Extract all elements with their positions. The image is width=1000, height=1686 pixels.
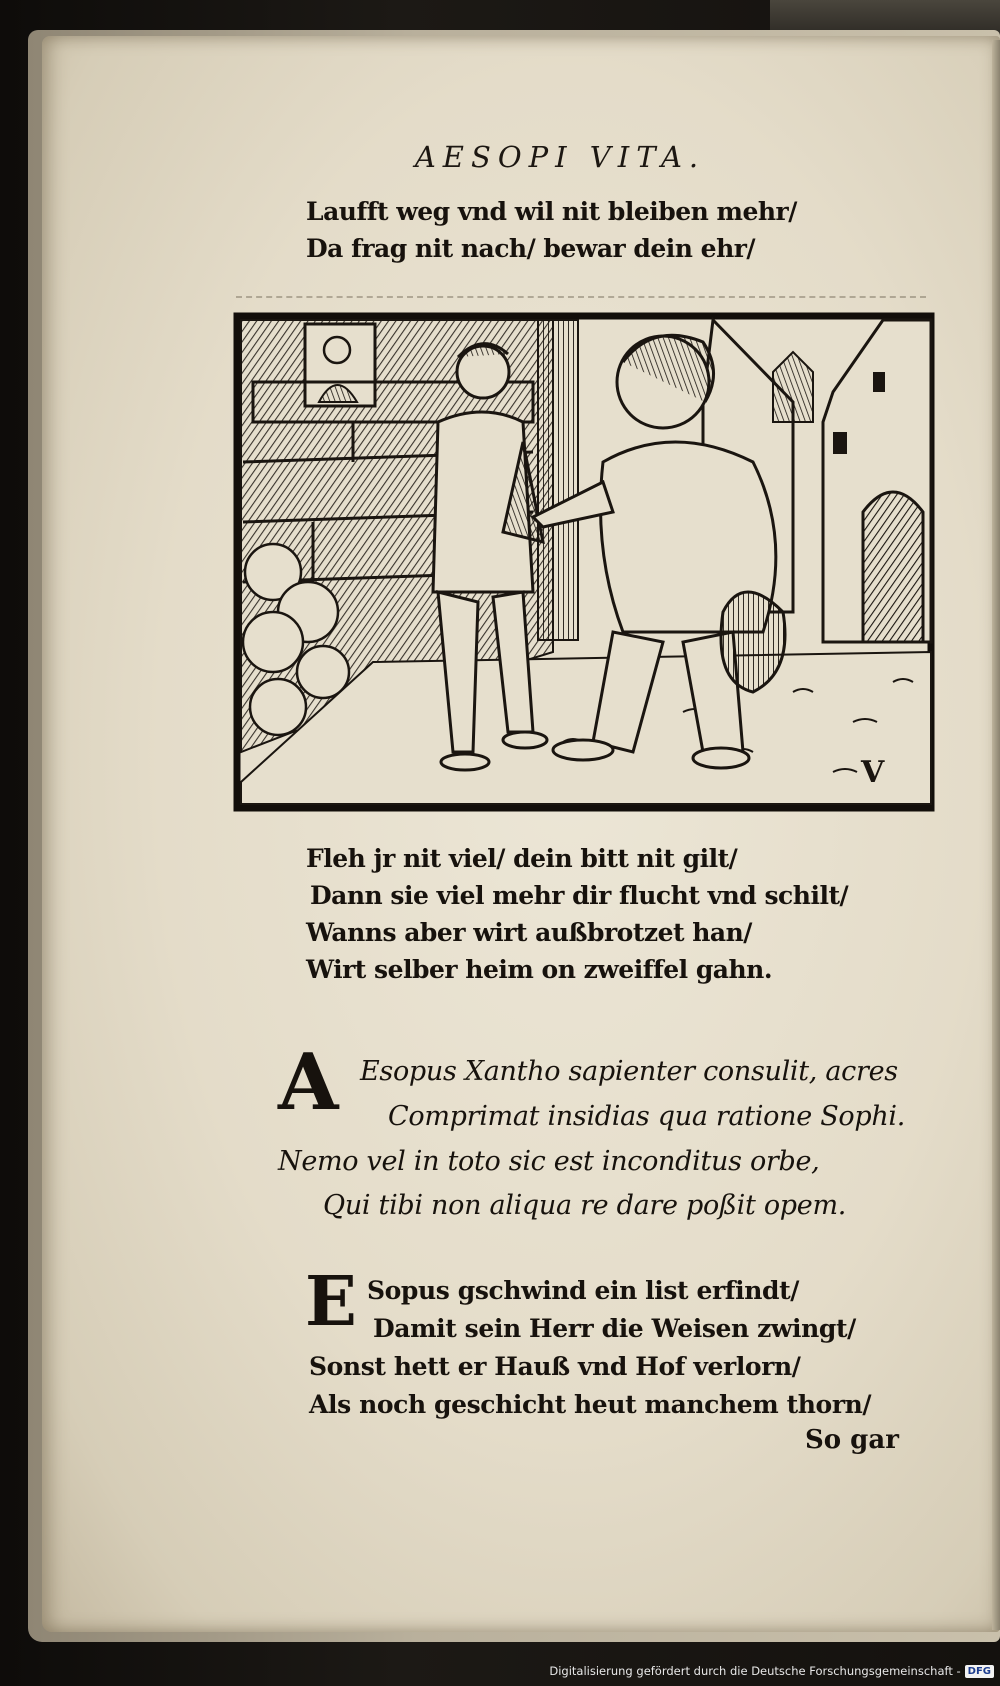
catchword: So gar xyxy=(805,1425,899,1455)
latin-line: Esopus Xantho sapienter consulit, acres xyxy=(360,1056,898,1087)
verse-line: Fleh jr nit viel/ dein bitt nit gilt/ xyxy=(306,844,738,873)
woodcut-monogram: V xyxy=(861,755,885,790)
latin-line: Nemo vel in toto sic est inconditus orbe, xyxy=(278,1146,820,1177)
dfg-logo-icon: DFG xyxy=(965,1665,994,1678)
verse-line: Dann sie viel mehr dir flucht vnd schilt/ xyxy=(310,881,849,910)
printer-rule xyxy=(236,296,926,300)
german-line: Sopus gschwind ein list erfindt/ xyxy=(367,1276,799,1305)
verse-line: Wirt selber heim on zweiffel gahn. xyxy=(306,955,773,984)
latin-line: Qui tibi non aliqua re dare poßit opem. xyxy=(323,1190,847,1221)
german-drop-cap: E xyxy=(305,1262,357,1342)
german-line: Als noch geschicht heut manchem thorn/ xyxy=(309,1390,872,1419)
verse-line: Wanns aber wirt außbrotzet han/ xyxy=(306,918,752,947)
german-line: Damit sein Herr die Weisen zwingt/ xyxy=(373,1314,856,1343)
verse-top xyxy=(306,193,797,267)
footer-text: Digitalisierung gefördert durch die Deutsche Forschungsgemeinschaft - xyxy=(549,1664,961,1678)
verse-line: Da frag nit nach/ bewar dein ehr/ xyxy=(306,234,756,263)
latin-drop-cap: A xyxy=(278,1037,339,1128)
german-line: Sonst hett er Hauß vnd Hof verlorn/ xyxy=(309,1352,801,1381)
verse-middle xyxy=(306,840,848,988)
running-head: AESOPI VITA. xyxy=(414,140,706,174)
latin-line: Comprimat insidias qua ratione Sophi. xyxy=(388,1101,906,1132)
page-fore-edge xyxy=(992,40,1000,1630)
verse-line: Laufft weg vnd wil nit bleiben mehr/ xyxy=(306,197,797,226)
woodcut-illustration xyxy=(233,312,935,812)
woodcut-illustration-icon xyxy=(233,312,935,812)
digitization-footer xyxy=(549,1660,994,1682)
